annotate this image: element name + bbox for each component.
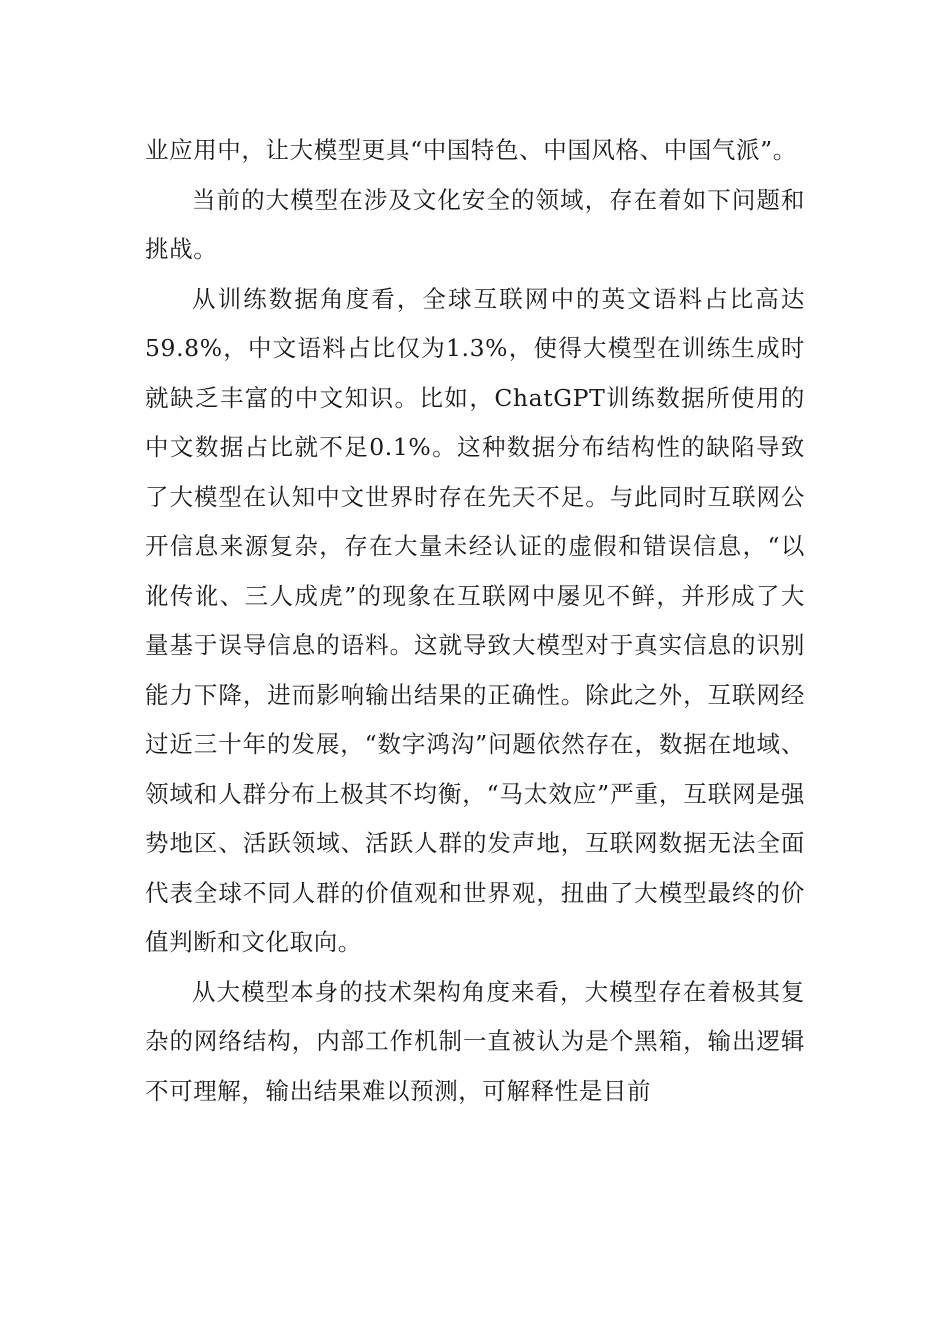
paragraph-challenges-intro: 当前的大模型在涉及文化安全的领域，存在着如下问题和挑战。	[145, 185, 805, 263]
paragraph-technical-architecture: 从大模型本身的技术架构角度来看，大模型存在着极其复杂的网络结构，内部工作机制一直被认为是个黑箱，输出逻辑不可理解，输出结果难以预测，可解释性是目前	[145, 977, 805, 1105]
document-body	[145, 126, 805, 1116]
paragraph-continuation: 业应用中，让大模型更具“中国特色、中国风格、中国气派”。	[145, 136, 797, 164]
paragraph-training-data: 从训练数据角度看，全球互联网中的英文语料占比高达59.8%，中文语料占比仅为1.3%，使得大模型在训练生成时就缺乏丰富的中文知识。比如，ChatGPT训练数据所使用的中文数据占比就不足0.1%。这种数据分布结构性的缺陷导致了大模型在认知中文世界时存在先天不足。与此同时互联网公开信息来源复杂，存在大量未经认证的虚假和错误信息，“以讹传讹、三人成虎”的现象在互联网中屡见不鲜，并形成了大量基于误导信息的语料。这就导致大模型对于真实信息的识别能力下降，进而影响输出结果的正确性。除此之外，互联网经过近三十年的发展，“数字鸿沟”问题依然存在，数据在地域、领域和人群分布上极其不均衡，“马太效应”严重，互联网是强势地区、活跃领域、活跃人群的发声地，互联网数据无法全面代表全球不同人群的价值观和世界观，扭曲了大模型最终的价值判断和文化取向。	[145, 284, 805, 956]
